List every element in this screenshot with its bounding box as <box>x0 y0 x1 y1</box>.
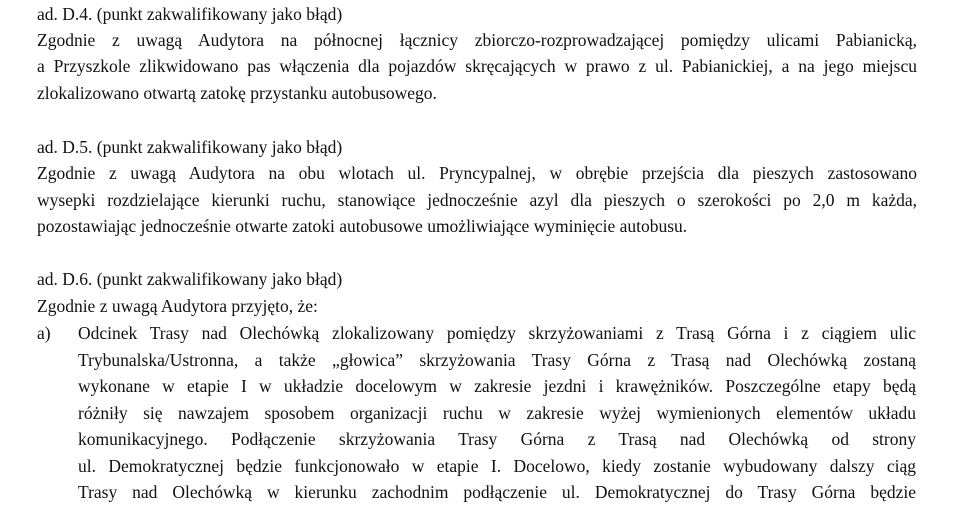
paragraph-line: pozostawiając jednocześnie otwarte zatoki autobusowe umożliwiające wyminięcie autobusu. <box>37 216 688 236</box>
section-heading-d5: ad. D.5. (punkt zakwalifikowany jako błąd) <box>37 137 343 157</box>
list-item-line: Odcinek Trasy nad Olechówką zlokalizowany pomiędzy skrzyżowaniami z Trasą Górna i z ciągiem ulic <box>78 323 916 343</box>
list-item-line: ul. Demokratycznej będzie funkcjonowało w etapie I. Docelowo, kiedy zostanie wybudowany dalszy ciąg <box>78 456 916 476</box>
list-item-line: Trybunalska/Ustronna, a także „głowica” skrzyżowania Trasy Górna z Trasą nad Olechówką zostaną <box>78 350 916 370</box>
paragraph-line: Zgodnie z uwagą Audytora na obu wlotach ul. Pryncypalnej, w obrębie przejścia dla pieszych zastosowano <box>37 163 917 183</box>
paragraph-line: a Przyszkole zlikwidowano pas włączenia dla pojazdów skręcających w prawo z ul. Pabianickiej, a na jego miejscu <box>37 56 917 76</box>
paragraph-line: Zgodnie z uwagą Audytora przyjęto, że: <box>37 296 318 316</box>
list-item-line: komunikacyjnego. Podłączenie skrzyżowania Trasy Górna z Trasą nad Olechówką od strony <box>78 429 916 449</box>
section-heading-d6: ad. D.6. (punkt zakwalifikowany jako błąd) <box>37 269 343 289</box>
list-item-line: różniły się nawzajem sposobem organizacji ruchu w zakresie wyżej wymienionych elementów układu <box>78 403 916 423</box>
list-item-line: Trasy nad Olechówką w kierunku zachodnim podłączenie ul. Demokratycznej do Trasy Górna będzie <box>78 482 916 502</box>
paragraph-line: Zgodnie z uwagą Audytora na północnej łącznicy zbiorczo-rozprowadzającej pomiędzy ulicami Pabianicką, <box>37 30 917 50</box>
list-item-line: wykonane w etapie I w układzie docelowym w zakresie jezdni i krawężników. Poszczególne etapy będą <box>78 376 916 396</box>
list-marker: a) <box>37 323 51 343</box>
section-heading-d4: ad. D.4. (punkt zakwalifikowany jako błąd) <box>37 4 343 24</box>
paragraph-line: wysepki rozdzielające kierunki ruchu, stanowiące jednocześnie azyl dla pieszych o szerokości po 2,0 m każda, <box>37 190 917 210</box>
paragraph-line: zlokalizowano otwartą zatokę przystanku autobusowego. <box>37 83 437 103</box>
